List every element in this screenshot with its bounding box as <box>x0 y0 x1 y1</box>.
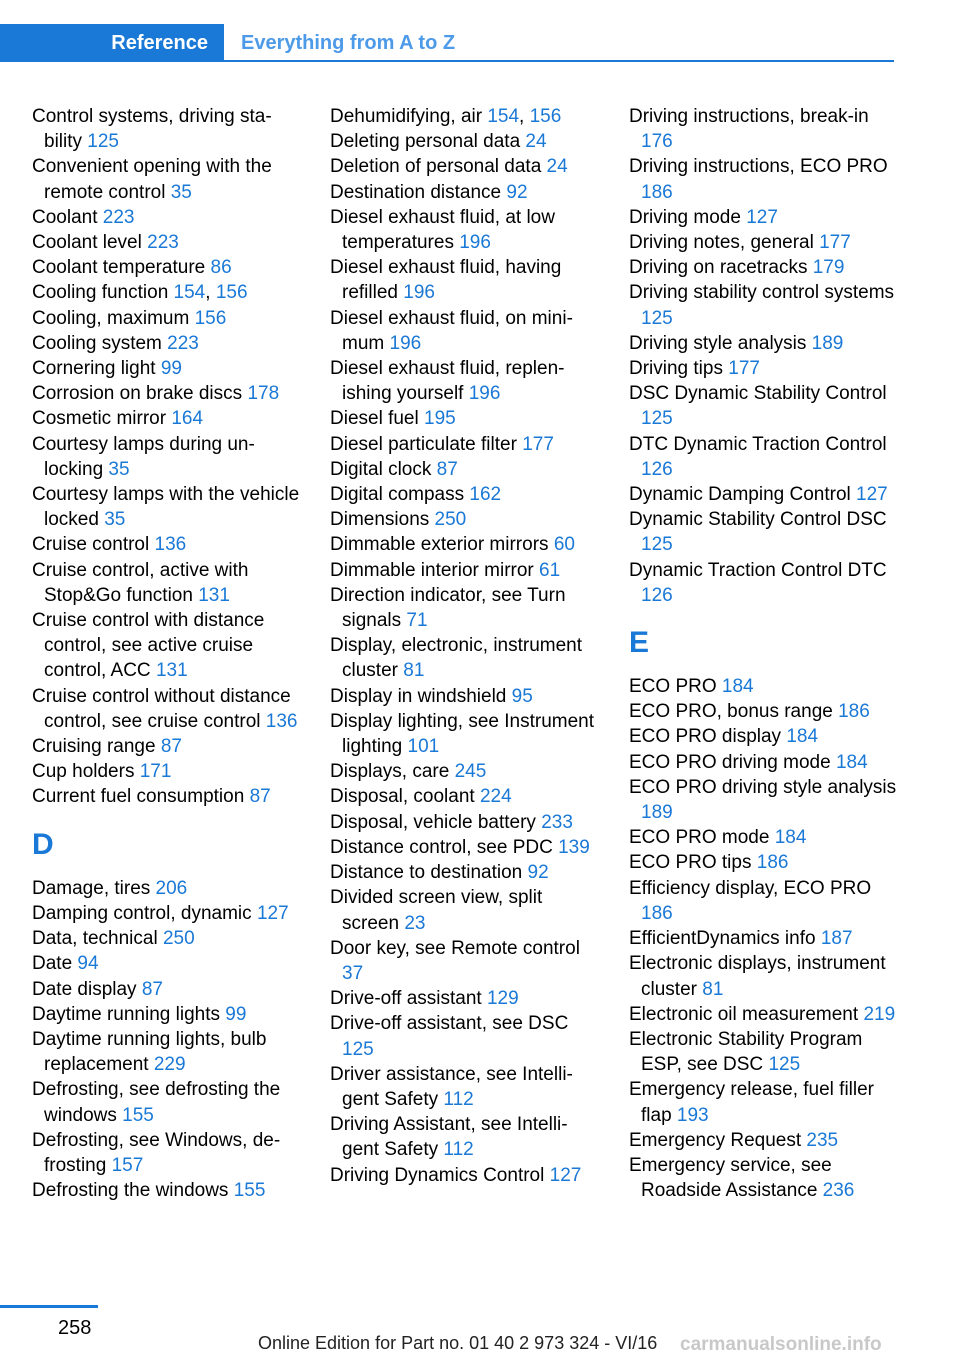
index-entry <box>32 1002 300 1027</box>
index-entry <box>330 558 598 583</box>
index-entry <box>629 876 899 926</box>
index-entry-term: Digital clock <box>330 458 437 480</box>
page-reference-link[interactable]: 99 <box>160 358 182 380</box>
index-entry <box>330 1163 598 1188</box>
page-reference-link[interactable]: 223 <box>167 332 199 354</box>
index-entry-term: Dimmable interior mirror <box>330 559 540 581</box>
page-reference-link[interactable]: 184 <box>786 726 819 748</box>
index-entry-term: Displays, care <box>330 761 455 783</box>
index-entry-term: Electronic displays, instrument cluster <box>629 953 886 1000</box>
index-entry-term: ECO PRO <box>629 676 722 698</box>
page-reference-link[interactable]: 164 <box>171 408 204 430</box>
index-entry <box>629 1027 899 1077</box>
index-entry-term: Dimmable exterior mirrors <box>330 534 554 556</box>
index-entry <box>32 532 300 557</box>
index-entry <box>32 230 300 255</box>
index-entry-term: Display lighting, see Instrument lighting <box>330 710 595 758</box>
index-entry-term: Driving mode <box>629 206 747 228</box>
index-entry-term: Courtesy lamps with the vehicle locked <box>32 484 300 531</box>
index-entry-term: Cornering light <box>32 358 161 380</box>
index-entry <box>629 482 899 507</box>
page-reference-link[interactable]: 155 <box>122 1104 154 1126</box>
index-entry-term: Driving Dynamics Control <box>330 1164 550 1186</box>
index-entry <box>629 850 899 875</box>
page-reference-link[interactable]: 236 <box>822 1180 855 1202</box>
index-entry <box>32 406 300 431</box>
page-reference-link[interactable]: 229 <box>153 1054 186 1076</box>
page-reference-link[interactable]: 125 <box>641 307 673 329</box>
index-entry-term: Data, technical <box>32 928 163 950</box>
index-entry <box>32 205 300 230</box>
page-reference-link[interactable]: 101 <box>407 736 440 758</box>
index-entry-term: ECO PRO driving style analysis <box>629 776 897 798</box>
header-rule <box>0 60 894 62</box>
index-entry <box>330 306 598 356</box>
index-entry-term: Date <box>32 953 78 975</box>
index-entry <box>330 482 598 507</box>
page-reference-link[interactable]: 94 <box>77 953 99 975</box>
index-entry <box>32 104 300 154</box>
page-reference-link[interactable]: 176 <box>641 131 673 153</box>
page-reference-link[interactable]: 71 <box>406 610 428 632</box>
index-entry-term: Dynamic Damping Control <box>629 484 857 506</box>
index-entry-term: Display, electronic, instrument cluster <box>330 635 583 682</box>
page-reference-link[interactable]: 129 <box>486 988 519 1010</box>
index-entry-term: Coolant level <box>32 232 148 254</box>
index-entry <box>330 457 598 482</box>
index-entry <box>629 775 899 825</box>
page-reference-link[interactable]: 127 <box>856 484 888 506</box>
edition-note: Online Edition for Part no. 01 40 2 973 324 - VI/16 <box>258 1333 658 1353</box>
page-reference-link[interactable]: 184 <box>774 827 807 849</box>
index-entry <box>32 255 300 280</box>
page-reference-link[interactable]: 126 <box>641 584 673 606</box>
page-reference-link[interactable]: 171 <box>139 761 172 783</box>
page-reference-link[interactable]: 92 <box>527 862 549 884</box>
page-reference-link[interactable]: 81 <box>702 978 724 1000</box>
index-entry-term: Date display <box>32 978 142 1000</box>
index-entry <box>330 936 598 986</box>
index-entry <box>629 699 899 724</box>
index-entry <box>629 255 899 280</box>
index-entry <box>32 154 300 204</box>
index-entry-term: Cooling function <box>32 282 174 304</box>
index-entry <box>330 356 598 406</box>
index-entry-term: EfficientDynamics info <box>629 928 821 950</box>
index-entry <box>32 1178 300 1203</box>
index-entry-term: Dehumidifying, air <box>330 106 488 127</box>
index-entry-term: Coolant temperature <box>32 257 211 279</box>
index-entry-term: Convenient opening with the remote control <box>32 156 272 203</box>
index-entry <box>629 724 899 749</box>
index-entry <box>32 608 300 684</box>
index-letter-heading: E <box>629 626 650 660</box>
page-reference-link[interactable]: 35 <box>108 458 130 480</box>
index-entry-term: Driving stability control systems <box>629 282 895 304</box>
index-entry-term: Driving on racetracks <box>629 257 813 279</box>
page-reference-link[interactable]: 60 <box>553 534 575 556</box>
index-entry <box>629 432 899 482</box>
page-reference-link[interactable]: 87 <box>160 736 182 758</box>
page-reference-link[interactable]: 131 <box>155 660 188 682</box>
page-reference-link[interactable]: 154 <box>173 282 206 304</box>
index-entry-term: Driving notes, general <box>629 232 820 254</box>
page-reference-link[interactable]: 233 <box>541 811 573 833</box>
index-entry <box>32 759 300 784</box>
page-reference-link[interactable]: 187 <box>820 928 853 950</box>
index-entry-term: ECO PRO tips <box>629 852 757 874</box>
index-entry-term: Driver assistance, see Intelligent Safety <box>330 1063 573 1110</box>
index-entry: Dehumidifying, air 154, 156 <box>330 106 562 127</box>
index-entry <box>629 104 899 154</box>
index-entry-term: Defrosting, see defrosting the windows <box>32 1079 281 1126</box>
index-entry-term: Control systems, driving stability <box>32 106 272 153</box>
page-reference-link[interactable]: 250 <box>434 509 467 531</box>
page-reference-link[interactable]: 81 <box>403 660 425 682</box>
page-reference-link[interactable]: 235 <box>806 1129 839 1151</box>
index-entry-term: Drive-off assistant, see DSC <box>330 1013 569 1035</box>
index-column-3 <box>629 104 899 1203</box>
page-reference-link[interactable]: 156 <box>194 307 227 329</box>
index-entry <box>629 1077 899 1127</box>
index-entry <box>629 381 899 431</box>
index-entry-term: Dynamic Traction Control DTC <box>629 559 887 581</box>
index-entry <box>629 230 899 255</box>
page-reference-link[interactable]: 177 <box>728 358 760 380</box>
index-entry <box>32 1077 300 1127</box>
page-reference-link[interactable]: 155 <box>233 1180 266 1202</box>
index-entry-term: ECO PRO mode <box>629 827 775 849</box>
page-reference-link[interactable]: 186 <box>838 701 870 723</box>
index-entry-term: ECO PRO display <box>629 726 787 748</box>
page-reference-link[interactable]: 99 <box>225 1003 247 1025</box>
index-entry-term: DSC Dynamic Stability Control <box>629 383 887 405</box>
index-entry <box>330 1112 598 1162</box>
index-entry-term: Cooling, maximum <box>32 307 195 329</box>
index-entry-term: Emergency release, fuel filler flap <box>629 1079 874 1126</box>
index-entry-term: Courtesy lamps during unlocking <box>32 433 255 480</box>
index-entry-term: Distance control, see PDC <box>330 836 559 858</box>
index-entry-term: DTC Dynamic Traction Control <box>629 433 887 455</box>
index-entry-term: Drive-off assistant <box>330 988 487 1010</box>
index-entry-term: Driving style analysis <box>629 332 812 354</box>
index-entry <box>32 901 300 926</box>
index-entry-term: Diesel exhaust fluid, replenishing yourself <box>330 358 565 405</box>
page-reference-link[interactable]: 87 <box>436 458 458 480</box>
page-reference-link[interactable]: 186 <box>641 902 673 924</box>
index-entry <box>32 356 300 381</box>
index-entry-term: Cruise control without distance control, see cruise control <box>32 685 291 732</box>
index-entry-term: Digital compass <box>330 484 470 506</box>
index-entry-term: Driving instructions, break-in <box>629 106 869 127</box>
page-reference-link[interactable]: 127 <box>549 1164 582 1186</box>
index-entry-term: Driving Assistant, see Intelligent Safety <box>330 1114 568 1161</box>
index-entry-term: Cosmetic mirror <box>32 408 172 430</box>
watermark: carmanualsonline.info <box>680 1334 882 1355</box>
index-entry-term: Diesel exhaust fluid, on minimum <box>330 307 573 354</box>
page-reference-link[interactable]: 112 <box>443 1139 474 1161</box>
index-entry <box>330 986 598 1011</box>
page-reference-link[interactable]: 196 <box>403 282 435 304</box>
page-reference-link[interactable]: 126 <box>641 458 673 480</box>
index-entry <box>330 835 598 860</box>
index-entry-term: Cruising range <box>32 736 161 758</box>
index-entry-term: Direction indicator, see Turn signals <box>330 584 566 632</box>
index-entry <box>629 356 899 381</box>
index-entry <box>629 205 899 230</box>
page-reference-link[interactable]: 178 <box>247 383 280 405</box>
index-entry-term: Emergency Request <box>629 1129 807 1151</box>
page-reference-link[interactable]: 224 <box>479 786 512 808</box>
index-entry-term: Destination distance <box>330 181 507 203</box>
index-entry <box>330 432 598 457</box>
index-entry-term: ECO PRO, bonus range <box>629 701 839 723</box>
index-entry-term: Daytime running lights <box>32 1003 226 1025</box>
index-entry-term: Disposal, vehicle battery <box>330 811 542 833</box>
footer-rule <box>0 1305 98 1308</box>
page-reference-link[interactable]: 35 <box>170 181 192 203</box>
page-reference-link[interactable]: 223 <box>102 206 135 228</box>
page-reference-link[interactable]: 127 <box>746 206 778 228</box>
page-reference-link[interactable]: 196 <box>459 232 491 254</box>
page-reference-link[interactable]: 162 <box>469 484 502 506</box>
index-entry <box>32 977 300 1002</box>
index-entry-term: Cruise control with distance control, see active cruise control, ACC <box>32 610 265 682</box>
index-entry <box>629 1002 899 1027</box>
page-reference-link[interactable]: 125 <box>768 1054 801 1076</box>
page-reference-link[interactable]: 177 <box>819 232 851 254</box>
page-reference-link[interactable]: 179 <box>812 257 845 279</box>
index-entry <box>330 154 598 179</box>
index-letter-heading: D <box>32 827 54 861</box>
page-reference-link[interactable]: 23 <box>404 912 426 934</box>
index-entry-term: Driving tips <box>629 358 729 380</box>
index-entry-term: Dimensions <box>330 509 435 531</box>
page-reference-link[interactable]: 61 <box>539 559 561 581</box>
index-entry-term: Damage, tires <box>32 877 156 899</box>
index-entry <box>629 154 899 204</box>
page-reference-link[interactable]: 196 <box>389 332 422 354</box>
page-reference-link[interactable]: 37 <box>342 962 364 984</box>
index-entry <box>32 306 300 331</box>
index-entry-term: Disposal, coolant <box>330 786 480 808</box>
page-reference-link[interactable]: 250 <box>162 928 195 950</box>
index-entry <box>629 750 899 775</box>
index-entry <box>32 734 300 759</box>
index-entry-term: Divided screen view, split screen <box>330 887 543 934</box>
page-reference-link[interactable]: 245 <box>454 761 487 783</box>
index-entry <box>330 406 598 431</box>
page-reference-link[interactable]: 184 <box>721 676 754 698</box>
index-entry <box>32 784 300 809</box>
index-entry <box>330 784 598 809</box>
page-reference-link[interactable]: 177 <box>522 433 554 455</box>
page-reference-link[interactable]: 125 <box>641 534 673 556</box>
page-reference-link[interactable]: 223 <box>147 232 179 254</box>
page-reference-link[interactable]: 136 <box>154 534 187 556</box>
page-reference-link[interactable]: 112 <box>443 1088 474 1110</box>
subsection-title[interactable]: Everything from A to Z <box>241 31 456 54</box>
index-entry <box>330 1011 598 1061</box>
page-reference-link[interactable]: 92 <box>506 181 528 203</box>
index-entry-term: Cruise control, active with Stop&Go function <box>32 559 249 606</box>
index-entry-term: Diesel fuel <box>330 408 424 430</box>
index-entry-term: Corrosion on brake discs <box>32 383 248 405</box>
index-entry <box>629 674 899 699</box>
index-entry-term: Cup holders <box>32 761 140 783</box>
index-entry-term: Defrosting the windows <box>32 1180 234 1202</box>
index-entry <box>32 381 300 406</box>
index-entry <box>629 951 899 1001</box>
index-column-2 <box>330 104 598 1188</box>
index-entry-term: Defrosting, see Windows, defrosting <box>32 1129 281 1176</box>
index-entry <box>330 759 598 784</box>
page-reference-link[interactable]: 125 <box>342 1038 374 1060</box>
page-reference-link[interactable]: 127 <box>256 902 289 924</box>
page-reference-link[interactable]: 206 <box>155 877 188 899</box>
page-reference-link[interactable]: 219 <box>863 1003 896 1025</box>
index-entry-term: Cruise control <box>32 534 155 556</box>
index-entry-term: Diesel exhaust fluid, having refilled <box>330 257 562 304</box>
page-reference-link[interactable]: 186 <box>641 181 673 203</box>
index-entry <box>330 180 598 205</box>
page-reference-link[interactable]: 186 <box>756 852 789 874</box>
page-reference-link[interactable]: 87 <box>249 786 271 808</box>
index-entry <box>629 926 899 951</box>
page-reference-link[interactable]: 189 <box>811 332 844 354</box>
index-entry-term: Deleting personal data <box>330 131 526 153</box>
page-reference-link[interactable]: 193 <box>676 1104 709 1126</box>
index-entry-term: Daytime running lights, bulb replacement <box>32 1028 267 1076</box>
index-entry <box>629 825 899 850</box>
index-entry <box>32 432 300 482</box>
index-entry-term: Efficiency display, ECO PRO <box>629 877 872 899</box>
section-tab[interactable]: Reference <box>0 24 224 62</box>
index-entry <box>330 860 598 885</box>
page-reference-link[interactable]: 196 <box>468 383 501 405</box>
index-entry <box>32 684 300 734</box>
page-reference-link[interactable]: 189 <box>641 802 673 824</box>
index-entry-term: Emergency service, see Roadside Assistance <box>629 1154 832 1202</box>
index-entry <box>330 633 598 683</box>
index-entry <box>330 532 598 557</box>
index-entry <box>32 1128 300 1178</box>
index-entry-term: Display in windshield <box>330 685 512 707</box>
page-reference-link[interactable]: 35 <box>104 509 126 531</box>
index-entry-term: Current fuel consumption <box>32 786 250 808</box>
index-entry <box>330 255 598 305</box>
index-entry <box>330 684 598 709</box>
index-entry: Cooling function 154, 156 <box>32 282 248 304</box>
page-reference-link[interactable]: 125 <box>641 408 673 430</box>
page-reference-link[interactable]: 24 <box>546 156 568 178</box>
index-entry-term: Cooling system <box>32 332 168 354</box>
index-entry-term: Electronic oil measurement <box>629 1003 864 1025</box>
page-reference-link[interactable]: 195 <box>424 408 456 430</box>
index-entry <box>330 583 598 633</box>
index-entry <box>330 205 598 255</box>
index-entry-term: Dynamic Stability Control DSC <box>629 509 887 531</box>
index-entry <box>629 1153 899 1203</box>
index-entry <box>629 280 899 330</box>
page-reference-link[interactable]: 136 <box>265 710 298 732</box>
page-reference-link[interactable]: 157 <box>111 1154 144 1176</box>
index-entry <box>32 926 300 951</box>
page-reference-link[interactable]: 156 <box>529 106 562 127</box>
index-entry-term: Deletion of personal data <box>330 156 547 178</box>
index-entry <box>629 507 899 557</box>
page-reference-link[interactable]: 156 <box>215 282 248 304</box>
index-entry <box>32 558 300 608</box>
index-entry <box>629 1128 899 1153</box>
index-entry-term: Driving instructions, ECO PRO <box>629 156 888 178</box>
index-entry <box>32 331 300 356</box>
index-entry <box>330 709 598 759</box>
page-reference-link[interactable]: 125 <box>87 131 119 153</box>
index-entry <box>330 1062 598 1112</box>
index-entry-term: ECO PRO driving mode <box>629 751 836 773</box>
page-header <box>0 24 894 62</box>
index-entry <box>32 951 300 976</box>
index-entry <box>629 331 899 356</box>
index-entry-term: Electronic Stability Program ESP, see DSC <box>629 1028 863 1076</box>
index-entry <box>32 876 300 901</box>
index-entry <box>32 482 300 532</box>
index-entry-term: Damping control, dynamic <box>32 902 257 924</box>
index-entry-term: Coolant <box>32 206 103 228</box>
page-number: 258 <box>58 1317 92 1339</box>
index-column-1 <box>32 104 300 1203</box>
page-reference-link[interactable]: 86 <box>210 257 232 279</box>
page-reference-link[interactable]: 87 <box>141 978 163 1000</box>
page-reference-link[interactable]: 131 <box>198 584 230 606</box>
index-entry <box>629 558 899 608</box>
index-entry-term: Distance to destination <box>330 862 528 884</box>
index-entry-term: Diesel exhaust fluid, at low temperatures <box>330 206 555 254</box>
index-entry <box>32 1027 300 1077</box>
page-reference-link[interactable]: 139 <box>558 836 590 858</box>
index-entry-term: Diesel particulate filter <box>330 433 523 455</box>
index-entry <box>330 810 598 835</box>
page-reference-link[interactable]: 184 <box>835 751 868 773</box>
index-entry <box>330 507 598 532</box>
page-reference-link[interactable]: 95 <box>511 685 533 707</box>
page-reference-link[interactable]: 154 <box>487 106 520 127</box>
index-entry <box>330 885 598 935</box>
index-entry <box>330 129 598 154</box>
page-reference-link[interactable]: 24 <box>525 131 547 153</box>
index-entry-term: Door key, see Remote control <box>330 937 580 959</box>
